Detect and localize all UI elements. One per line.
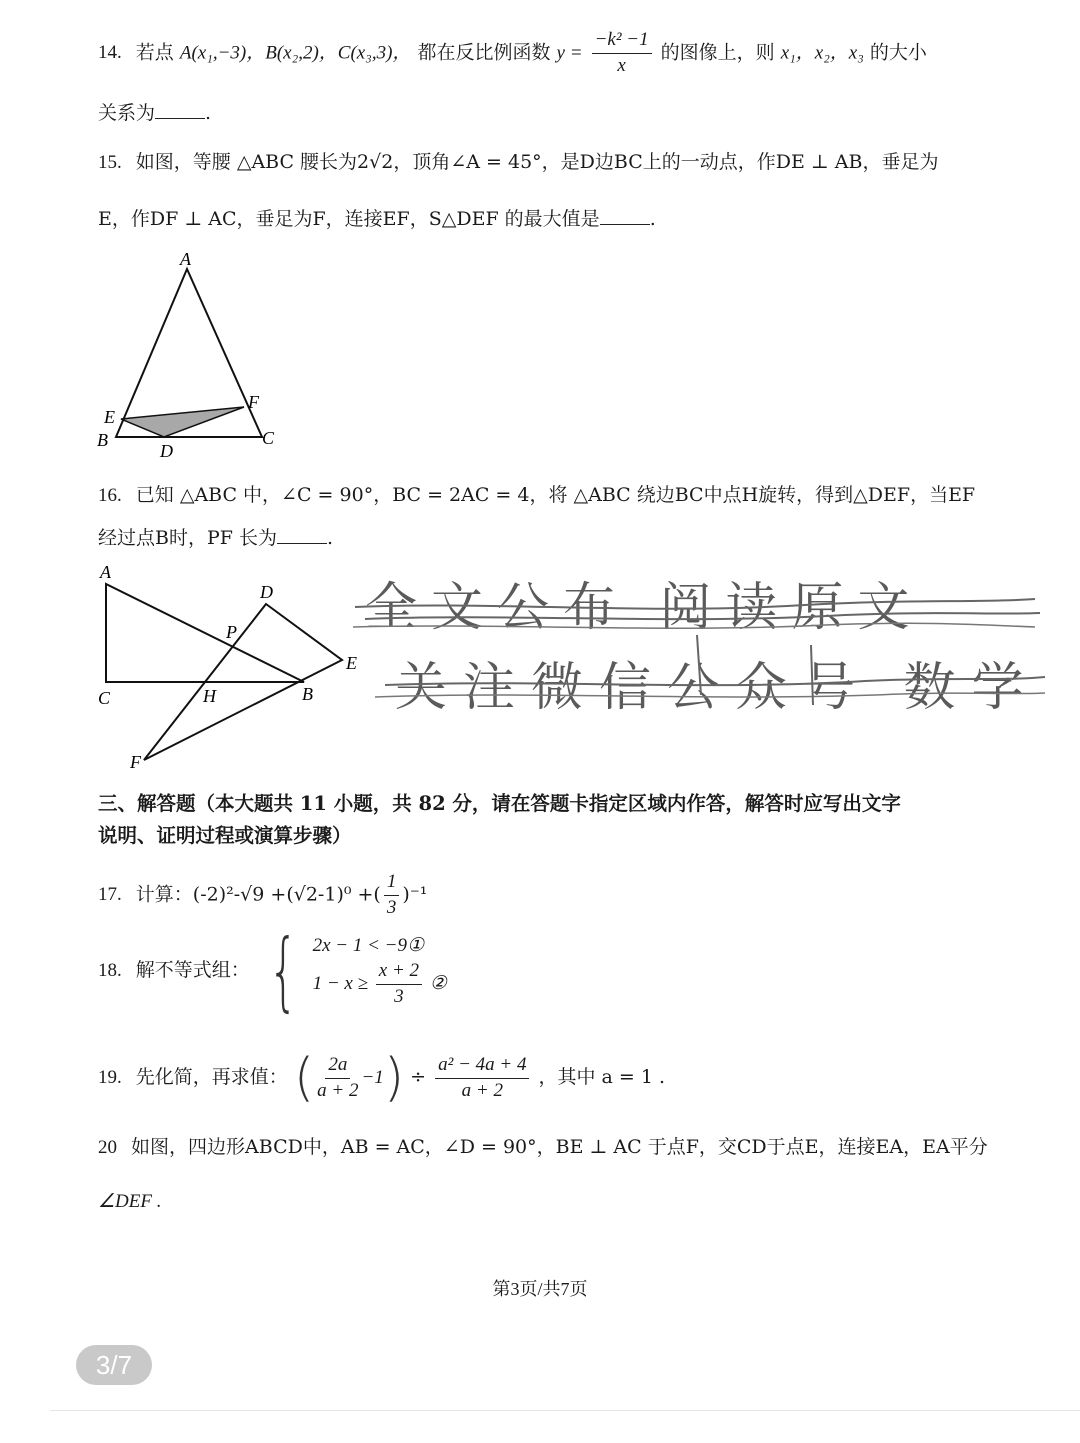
q19-minus-one: −1 — [361, 1067, 384, 1088]
q14-points: A(x₁,−3)，B(x₂,2)，C(x₃,3)， — [179, 42, 412, 64]
q19-text: 先化简，再求值： — [135, 1066, 288, 1088]
q18-row2-fraction — [376, 961, 422, 1008]
section3-heading-1: 三、解答题（本大题共 11 小题，共 82 分，请在答题卡指定区域内作答，解答时应写出文字 — [98, 792, 901, 815]
q19-fraction-2 — [435, 1055, 529, 1102]
q16-line2: 经过点B时，PF 长为 . — [98, 527, 334, 549]
q15-line1 — [98, 147, 938, 174]
label-c: C — [98, 688, 111, 708]
q18-row2-den: 3 — [394, 986, 404, 1007]
label-a: A — [180, 249, 191, 269]
q14-text-d: 的大小 — [869, 41, 927, 64]
q14-line1 — [98, 30, 927, 77]
q19-f2-den: a + 2 — [461, 1079, 503, 1101]
q20-line2 — [98, 1190, 161, 1213]
q15-text-2: E，作DF ⊥ AC，垂足为F，连接EF，S△DEF 的最大值是 — [98, 208, 600, 230]
q17-text: 计算：(-2)²-√9 +(√2-1)⁰ +( — [135, 883, 381, 906]
label-p: P — [226, 622, 237, 642]
q17-line — [98, 872, 427, 919]
q17-number: 17. — [98, 884, 122, 906]
q14-fraction — [592, 30, 652, 77]
q15-line2: E，作DF ⊥ AC，垂足为F，连接EF，S△DEF 的最大值是 . — [98, 208, 656, 230]
label-f: F — [248, 392, 259, 412]
q16-line1 — [98, 480, 975, 507]
q14-line2-text: 关系为 — [98, 102, 156, 124]
page-footer: 第3页/共7页 — [492, 1279, 588, 1299]
q18-system — [256, 921, 447, 1021]
q14-frac-den: x — [617, 54, 626, 76]
q14-number: 14. — [98, 42, 122, 64]
label-e: E — [104, 407, 115, 427]
q17-frac-den: 3 — [386, 896, 397, 918]
q14-text-a: 若点 — [135, 41, 174, 64]
handwritten-scribble — [345, 555, 1050, 730]
q17-frac-num: 1 — [384, 872, 400, 896]
label-d: D — [160, 441, 173, 461]
q16-text-2: 经过点B时，PF 长为 — [98, 527, 277, 549]
q14-y-eq: y = — [556, 42, 583, 64]
left-paren-icon: ( — [293, 1048, 315, 1108]
q15-number: 15. — [98, 152, 122, 173]
q19-f2-num: a² − 4a + 4 — [435, 1055, 529, 1079]
q19-tail: ，其中 a = 1 . — [538, 1066, 666, 1088]
q16-text-1: 已知 △ABC 中，∠C = 90°，BC = 2AC = 4，将 △ABC 绕边BC中点H旋转，得到△DEF，当EF — [135, 484, 976, 506]
label-f: F — [130, 752, 141, 772]
brace-icon: { — [268, 921, 299, 1021]
label-a: A — [100, 562, 111, 582]
answer-blank — [155, 100, 205, 119]
q18-row2-mark: ② — [429, 972, 447, 994]
label-d: D — [260, 582, 273, 602]
q19-f1-den: a + 2 — [317, 1079, 359, 1101]
q14-line2: 关系为 . — [98, 102, 212, 124]
q19-line — [98, 1048, 665, 1108]
label-c: C — [262, 428, 275, 448]
q14-text-b: 都在反比例函数 — [417, 41, 551, 64]
divider — [50, 1410, 1080, 1411]
q18-row2-num: x + 2 — [376, 961, 422, 985]
q19-f1-num: 2a — [325, 1055, 350, 1079]
q20-text-2: ∠DEF . — [98, 1191, 162, 1212]
q18-row2-lhs: 1 − x ≥ — [312, 972, 369, 994]
right-paren-icon: ) — [383, 1048, 405, 1108]
shaded-triangle-def — [121, 407, 244, 437]
q19-divide: ÷ — [410, 1066, 427, 1088]
q14-frac-num: −k² −1 — [592, 30, 652, 54]
q14-vars: x₁，x₂，x₃ — [780, 42, 864, 64]
q14-text-c: 的图像上，则 — [660, 41, 775, 64]
scribble-text-2: 关注微信公众号 数学 — [395, 658, 1040, 718]
q20-text-1: 如图，四边形ABCD中，AB = AC，∠D = 90°，BE ⊥ AC 于点F，交CD于点E，连接EA，EA平分 — [131, 1136, 988, 1158]
section3-heading-2: 说明、证明过程或演算步骤） — [98, 824, 352, 847]
q18-number: 18. — [98, 960, 122, 981]
q16-number: 16. — [98, 485, 122, 506]
label-h: H — [203, 686, 216, 706]
q19-number: 19. — [98, 1067, 122, 1088]
q16-rotation-figure — [90, 560, 380, 775]
q18-text: 解不等式组： — [135, 959, 250, 981]
q18-line — [98, 921, 447, 1021]
q20-number: 20 — [98, 1137, 117, 1158]
answer-blank — [600, 206, 650, 225]
q19-fraction-1 — [317, 1055, 358, 1102]
triangle-abc — [106, 584, 304, 682]
q20-line1 — [98, 1132, 988, 1159]
q18-row1: 2x − 1 < −9① — [312, 935, 425, 957]
q17-fraction — [384, 872, 400, 919]
q17-tail: )⁻¹ — [402, 883, 428, 906]
label-b: B — [302, 684, 313, 704]
page-indicator[interactable]: 3/7 — [76, 1345, 152, 1385]
scribble-text-1: 全文公布 阅读原文 — [365, 578, 924, 638]
q18-row2 — [313, 961, 447, 1008]
q15-text-1: 如图，等腰 △ABC 腰长为2√2，顶角∠A = 45°，是D边BC上的一动点，作DE ⊥ AB，垂足为 — [135, 151, 939, 173]
q15-triangle-figure — [90, 245, 290, 465]
label-e: E — [346, 653, 357, 673]
label-b: B — [97, 430, 108, 450]
answer-blank — [277, 525, 327, 544]
